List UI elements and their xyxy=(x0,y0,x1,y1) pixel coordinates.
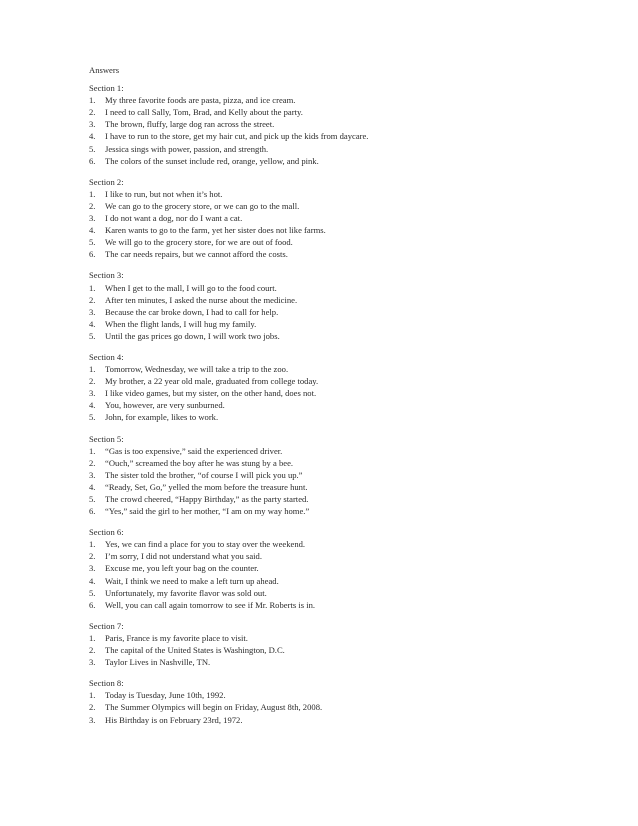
item-number: 3. xyxy=(89,469,96,480)
answer-item xyxy=(89,294,609,306)
answer-item xyxy=(89,481,609,493)
item-number: 6. xyxy=(89,249,96,260)
answer-item xyxy=(89,106,609,118)
answer-item xyxy=(89,200,609,212)
item-number: 5. xyxy=(89,143,96,154)
answer-item xyxy=(89,188,609,200)
answer-item xyxy=(89,656,609,668)
answer-list xyxy=(89,632,609,668)
item-text: “Gas is too expensive,” said the experienced driver. xyxy=(105,445,283,456)
item-number: 4. xyxy=(89,400,96,411)
item-number: 3. xyxy=(89,563,96,574)
answer-item xyxy=(89,469,609,481)
section-7 xyxy=(89,620,609,668)
item-text: I have to run to the store, get my hair cut, and pick up the kids from daycare. xyxy=(105,131,369,142)
item-number: 6. xyxy=(89,155,96,166)
item-number: 1. xyxy=(89,282,96,293)
item-text: Taylor Lives in Nashville, TN. xyxy=(105,657,211,668)
item-number: 4. xyxy=(89,225,96,236)
section-heading: Section 4: xyxy=(89,351,124,362)
answer-item xyxy=(89,701,609,713)
item-text: Yes, we can find a place for you to stay over the weekend. xyxy=(105,539,306,550)
answer-item xyxy=(89,689,609,701)
item-text: Because the car broke down, I had to call for help. xyxy=(105,306,279,317)
section-1 xyxy=(89,82,609,167)
answer-list xyxy=(89,94,609,167)
answer-list xyxy=(89,188,609,261)
answer-item xyxy=(89,236,609,248)
section-heading: Section 8: xyxy=(89,678,124,689)
document-title: Answers xyxy=(89,65,120,75)
answer-item xyxy=(89,632,609,644)
section-heading: Section 7: xyxy=(89,620,124,631)
item-number: 4. xyxy=(89,575,96,586)
item-text: The car needs repairs, but we cannot afford the costs. xyxy=(105,249,288,260)
item-number: 2. xyxy=(89,107,96,118)
answer-item xyxy=(89,130,609,142)
answer-item xyxy=(89,375,609,387)
item-text: I do not want a dog, nor do I want a cat. xyxy=(105,213,243,224)
answer-item xyxy=(89,318,609,330)
item-text: Until the gas prices go down, I will work two jobs. xyxy=(105,330,280,341)
answer-item xyxy=(89,505,609,517)
answer-item xyxy=(89,248,609,260)
item-text: The colors of the sunset include red, orange, yellow, and pink. xyxy=(105,155,319,166)
item-number: 1. xyxy=(89,632,96,643)
item-text: I’m sorry, I did not understand what you said. xyxy=(105,551,262,562)
item-number: 5. xyxy=(89,330,96,341)
item-text: After ten minutes, I asked the nurse about the medicine. xyxy=(105,294,298,305)
item-number: 1. xyxy=(89,445,96,456)
item-number: 3. xyxy=(89,388,96,399)
answer-item xyxy=(89,562,609,574)
answer-list xyxy=(89,282,609,342)
section-4 xyxy=(89,351,609,424)
item-text: The crowd cheered, “Happy Birthday,” as the party started. xyxy=(105,494,309,504)
answer-item xyxy=(89,587,609,599)
item-text: Tomorrow, Wednesday, we will take a trip to the zoo. xyxy=(105,364,289,375)
item-text: Unfortunately, my favorite flavor was sold out. xyxy=(105,587,267,598)
answer-item xyxy=(89,306,609,318)
answer-item xyxy=(89,457,609,469)
item-text: Well, you can call again tomorrow to see if Mr. Roberts is in. xyxy=(105,599,316,610)
item-number: 2. xyxy=(89,645,96,656)
item-number: 3. xyxy=(89,213,96,224)
answer-item xyxy=(89,282,609,294)
item-text: The capital of the United States is Washington, D.C. xyxy=(105,645,285,656)
answer-list xyxy=(89,689,609,725)
item-number: 3. xyxy=(89,119,96,130)
section-8 xyxy=(89,677,609,725)
item-text: Wait, I think we need to make a left turn up ahead. xyxy=(105,575,279,586)
answer-item xyxy=(89,714,609,726)
answer-item xyxy=(89,330,609,342)
item-number: 1. xyxy=(89,95,96,106)
item-text: John, for example, likes to work. xyxy=(105,412,219,423)
item-text: When I get to the mall, I will go to the food court. xyxy=(105,282,277,293)
item-number: 5. xyxy=(89,587,96,598)
item-number: 2. xyxy=(89,376,96,387)
item-number: 2. xyxy=(89,457,96,468)
answer-item xyxy=(89,155,609,167)
item-number: 5. xyxy=(89,494,96,504)
item-number: 3. xyxy=(89,306,96,317)
item-text: I need to call Sally, Tom, Brad, and Kelly about the party. xyxy=(105,107,303,118)
item-number: 4. xyxy=(89,131,96,142)
answer-item xyxy=(89,411,609,423)
item-text: “Yes,” said the girl to her mother, “I am on my way home.” xyxy=(105,506,310,517)
item-text: Jessica sings with power, passion, and strength. xyxy=(105,143,269,154)
item-number: 5. xyxy=(89,237,96,248)
item-number: 1. xyxy=(89,690,96,701)
item-number: 3. xyxy=(89,657,96,668)
section-heading: Section 3: xyxy=(89,270,124,281)
answer-item xyxy=(89,575,609,587)
answer-item xyxy=(89,387,609,399)
section-3 xyxy=(89,269,609,342)
item-number: 3. xyxy=(89,714,96,725)
section-6 xyxy=(89,526,609,611)
item-number: 2. xyxy=(89,702,96,713)
answer-item xyxy=(89,399,609,411)
answer-list xyxy=(89,538,609,611)
item-text: When the flight lands, I will hug my family. xyxy=(105,318,257,329)
item-text: His Birthday is on February 23rd, 1972. xyxy=(105,714,243,725)
item-number: 2. xyxy=(89,294,96,305)
section-heading: Section 5: xyxy=(89,433,124,444)
item-text: I like video games, but my sister, on the other hand, does not. xyxy=(105,388,317,399)
item-text: Paris, France is my favorite place to visit. xyxy=(105,632,248,643)
section-heading: Section 2: xyxy=(89,176,124,187)
item-number: 2. xyxy=(89,200,96,211)
answer-item xyxy=(89,493,609,505)
answer-item xyxy=(89,224,609,236)
item-number: 4. xyxy=(89,481,96,492)
item-text: We can go to the grocery store, or we can go to the mall. xyxy=(105,200,300,211)
item-number: 1. xyxy=(89,364,96,375)
item-text: Today is Tuesday, June 10th, 1992. xyxy=(105,690,226,701)
section-2 xyxy=(89,176,609,261)
item-text: The sister told the brother, “of course I will pick you up.” xyxy=(105,469,303,480)
item-number: 4. xyxy=(89,318,96,329)
item-text: We will go to the grocery store, for we are out of food. xyxy=(105,237,293,248)
item-text: I like to run, but not when it’s hot. xyxy=(105,188,223,199)
answer-list xyxy=(89,445,609,518)
item-number: 5. xyxy=(89,412,96,423)
item-number: 6. xyxy=(89,599,96,610)
answer-list xyxy=(89,363,609,423)
item-text: My brother, a 22 year old male, graduated from college today. xyxy=(105,376,319,387)
item-text: Excuse me, you left your bag on the counter. xyxy=(105,563,259,574)
sections-container xyxy=(89,82,609,726)
answer-item xyxy=(89,143,609,155)
item-text: The brown, fluffy, large dog ran across the street. xyxy=(105,119,275,130)
section-5 xyxy=(89,433,609,518)
item-text: The Summer Olympics will begin on Friday, August 8th, 2008. xyxy=(105,702,323,713)
answer-item xyxy=(89,599,609,611)
answer-item xyxy=(89,538,609,550)
answer-item xyxy=(89,550,609,562)
answer-item xyxy=(89,445,609,457)
answer-item xyxy=(89,363,609,375)
answer-item xyxy=(89,644,609,656)
item-text: My three favorite foods are pasta, pizza, and ice cream. xyxy=(105,95,296,106)
section-heading: Section 1: xyxy=(89,83,124,94)
item-number: 2. xyxy=(89,551,96,562)
item-text: You, however, are very sunburned. xyxy=(105,400,225,411)
item-number: 1. xyxy=(89,539,96,550)
answers-content xyxy=(89,64,609,735)
answer-item xyxy=(89,212,609,224)
item-text: “Ouch,” screamed the boy after he was stung by a bee. xyxy=(105,457,294,468)
answer-item xyxy=(89,94,609,106)
item-text: “Ready, Set, Go,” yelled the mom before the treasure hunt. xyxy=(105,481,308,492)
item-text: Karen wants to go to the farm, yet her sister does not like farms. xyxy=(105,225,326,236)
section-heading: Section 6: xyxy=(89,527,124,538)
item-number: 1. xyxy=(89,188,96,199)
answer-item xyxy=(89,118,609,130)
item-number: 6. xyxy=(89,506,96,517)
